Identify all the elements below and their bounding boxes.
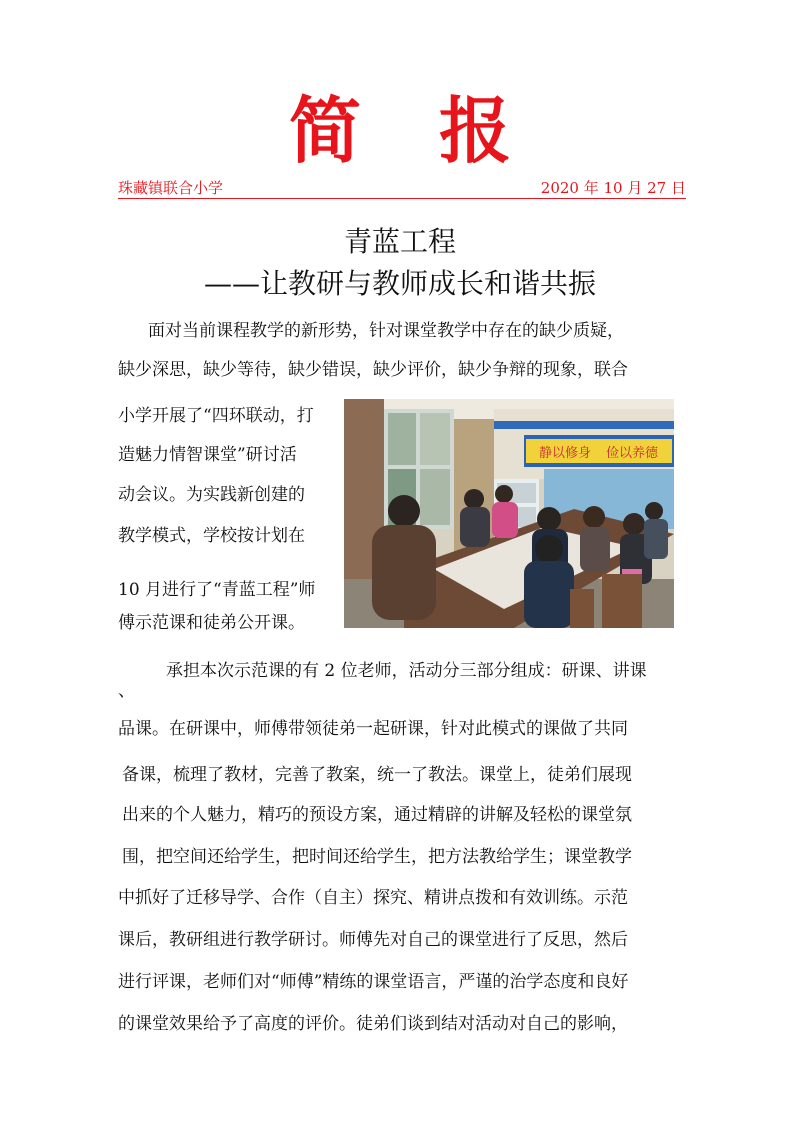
paragraph-line: 承担本次示范课的有 2 位老师，活动分三部分组成：研课、讲课 — [166, 661, 647, 681]
paragraph-line: 课后，教研组进行教学研讨。师傅先对自己的课堂进行了反思，然后 — [118, 930, 628, 950]
paragraph-line: 的课堂效果给予了高度的评价。徒弟们谈到结对活动对自己的影响， — [118, 1014, 628, 1034]
paragraph-line: 教学模式，学校按计划在 — [118, 526, 305, 546]
paragraph-line: 中抓好了迁移导学、合作（自主）探究、精讲点拨和有效训练。示范 — [118, 888, 628, 908]
paragraph-line: 、 — [118, 681, 135, 701]
paragraph-line: 出来的个人魅力，精巧的预设方案，通过精辟的讲解及轻松的课堂氛 — [122, 805, 632, 825]
issue-date: 2020 年 10 月 27 日 — [540, 179, 686, 197]
paragraph-line: 10 月进行了“青蓝工程”师 — [118, 580, 316, 600]
article-subtitle: ——让教研与教师成长和谐共振 — [203, 267, 596, 300]
banner-text-right: 俭以养德 — [606, 446, 659, 461]
header-rule — [118, 198, 686, 199]
article-title: 青蓝工程 — [343, 225, 456, 258]
paragraph-line: 围，把空间还给学生，把时间还给学生，把方法教给学生；课堂教学 — [122, 847, 632, 867]
paragraph-line: 进行评课，老师们对“师傅”精练的课堂语言，严谨的治学态度和良好 — [118, 972, 629, 992]
paragraph-line: 面对当前课程教学的新形势，针对课堂教学中存在的缺少质疑， — [148, 321, 624, 341]
paragraph-line: 缺少深思，缺少等待，缺少错误，缺少评价，缺少争辩的现象，联合 — [118, 360, 628, 380]
banner-text-left: 静以修身 — [539, 446, 592, 461]
paragraph-line: 造魅力情智课堂”研讨活 — [118, 445, 297, 465]
paragraph-line: 傅示范课和徒弟公开课。 — [118, 613, 305, 633]
paragraph-line: 品课。在研课中，师傅带领徒弟一起研课，针对此模式的课做了共同 — [118, 719, 628, 739]
classroom-photo — [344, 399, 674, 628]
school-name: 珠藏镇联合小学 — [118, 179, 224, 197]
paragraph-line: 动会议。为实践新创建的 — [118, 485, 305, 505]
masthead-title: 简报 — [288, 88, 589, 173]
paragraph-line: 备课，梳理了教材，完善了教案，统一了教法。课堂上，徒弟们展现 — [122, 765, 632, 785]
paragraph-line: 小学开展了“四环联动，打 — [118, 406, 314, 426]
